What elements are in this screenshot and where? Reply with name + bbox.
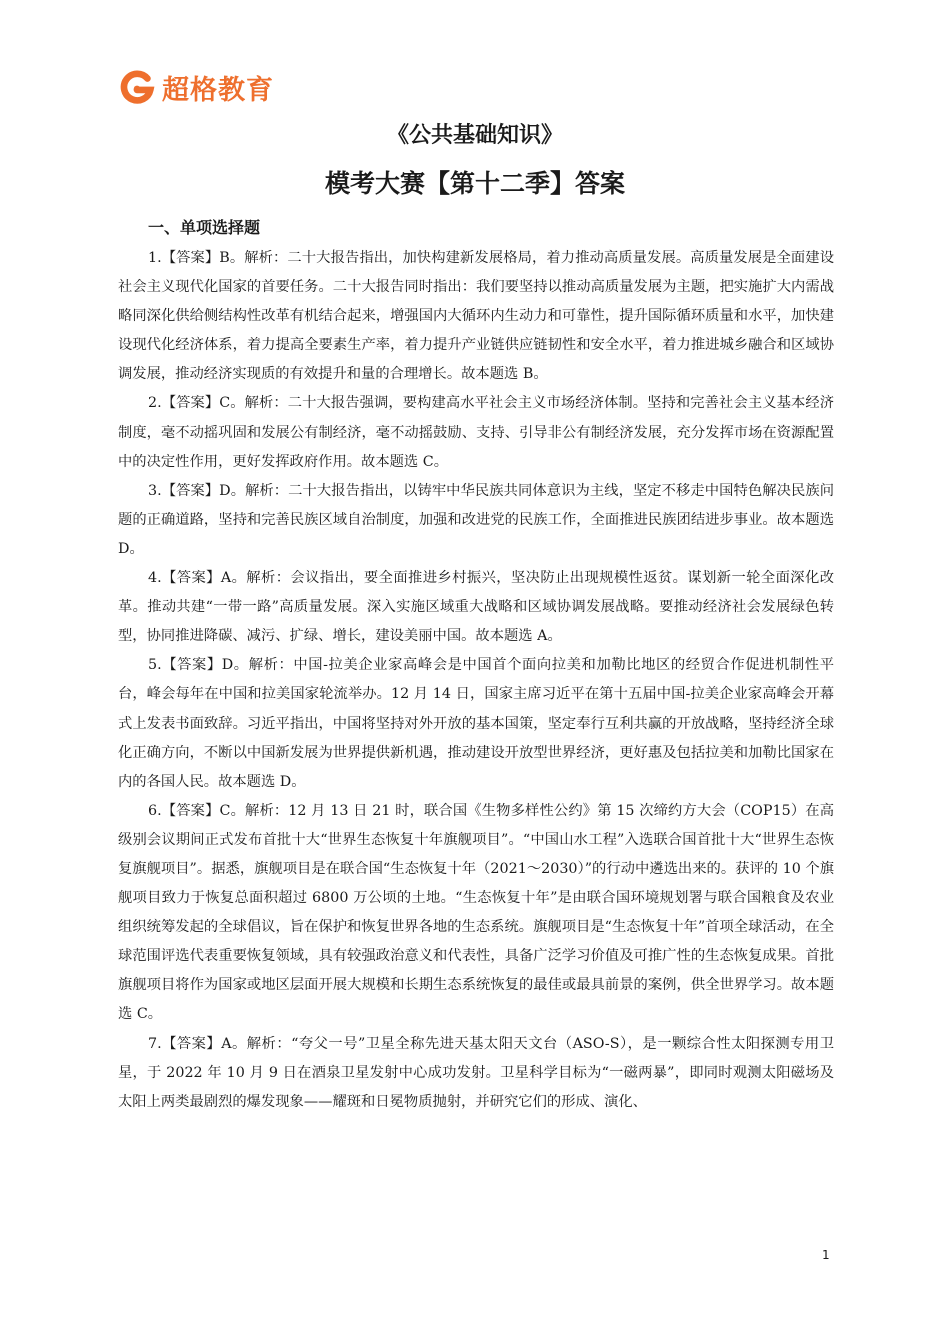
answer-paragraph-7: 7.【答案】A。解析：“夸父一号”卫星全称先进天基太阳天文台（ASO-S），是一颗综合性太阳探测专用卫星，于 2022 年 10 月 9 日在酒泉卫星发射中心成功发射。卫星科学目标为“一磁两暴”，即同时观测太阳磁场及太阳上两类最剧烈的爆发现象——耀斑和日冕物质抛射，并研究它们的形成、演化、 [118, 1035, 834, 1110]
document-title: 《公共基础知识》 [386, 123, 563, 148]
page-number: 1 [822, 1248, 830, 1262]
answer-paragraph-2: 2.【答案】C。解析：二十大报告强调，要构建高水平社会主义市场经济体制。坚持和完善社会主义基本经济制度，毫不动摇巩固和发展公有制经济，毫不动摇鼓励、支持、引导非公有制经济发展，充分发挥市场在资源配置中的决定性作用，更好发挥政府作用。故本题选 C。 [118, 395, 834, 470]
answer-paragraph-5: 5.【答案】D。解析：中国-拉美企业家高峰会是中国首个面向拉美和加勒比地区的经贸合作促进机制性平台，峰会每年在中国和拉美国家轮流举办。12 月 14 日，国家主席习近平在第十五届中国-拉美企业家高峰会开幕式上发表书面致辞。习近平指出，中国将坚持对外开放的基本国策，坚定奉行互利共赢的开放战略，坚持经济全球化正确方向，不断以中国新发展为世界提供新机遇，推动建设开放型世界经济，更好惠及包括拉美和加勒比国家在内的各国人民。故本题选 D。 [118, 657, 834, 790]
section-heading: 一、单项选择题 [148, 218, 261, 237]
brand-name: 超格教育 [162, 75, 274, 106]
document-body [118, 212, 834, 1117]
brand-logo [118, 68, 274, 107]
answer-paragraph-1: 1.【答案】B。解析：二十大报告指出，加快构建新发展格局，着力推动高质量发展。高质量发展是全面建设社会主义现代化国家的首要任务。二十大报告同时指出：我们要坚持以推动高质量发展为主题，把实施扩大内需战略同深化供给侧结构性改革有机结合起来，增强国内大循环内生动力和可靠性，提升国际循环质量和水平，加快建设现代化经济体系，着力提高全要素生产率，着力提升产业链供应链韧性和安全水平，着力推进城乡融合和区域协调发展，推动经济实现质的有效提升和量的合理增长。故本题选 B。 [118, 250, 834, 383]
answer-paragraph-4: 4.【答案】A。解析：会议指出，要全面推进乡村振兴，坚决防止出现规模性返贫。谋划新一轮全面深化改革。推动共建“一带一路”高质量发展。深入实施区域重大战略和区域协调发展战略。要推动经济社会发展绿色转型，协同推进降碳、减污、扩绿、增长，建设美丽中国。故本题选 A。 [118, 570, 834, 645]
answer-paragraph-3: 3.【答案】D。解析：二十大报告指出，以铸牢中华民族共同体意识为主线，坚定不移走中国特色解决民族问题的正确道路，坚持和完善民族区域自治制度，加强和改进党的民族工作，全面推进民族团结进步事业。故本题选 D。 [118, 482, 834, 557]
document-subtitle: 模考大赛【第十二季】答案 [324, 169, 625, 198]
answer-paragraph-6: 6.【答案】C。解析：12 月 13 日 21 时，联合国《生物多样性公约》第 15 次缔约方大会（COP15）在高级别会议期间正式发布首批十大“世界生态恢复十年旗舰项目”。“中国山水工程”入选联合国首批十大“世界生态恢复旗舰项目”。据悉，旗舰项目是在联合国“生态恢复十年（2021～2030）”的行动中遴选出来的。获评的 10 个旗舰项目致力于恢复总面积超过 6800 万公顷的土地。“生态恢复十年”是由联合国环境规划署与联合国粮食及农业组织统筹发起的全球倡议，旨在保护和恢复世界各地的生态系统。旗舰项目是“生态恢复十年”首项全球活动，在全球范围评选代表重要恢复领域，具有较强政治意义和代表性，具备广泛学习价值及可推广性的生态恢复成果。首批旗舰项目将作为国家或地区层面开展大规模和长期生态系统恢复的最佳或最具前景的案例，供全世界学习。故本题选 C。 [118, 802, 834, 1023]
brand-g-icon [118, 69, 156, 107]
